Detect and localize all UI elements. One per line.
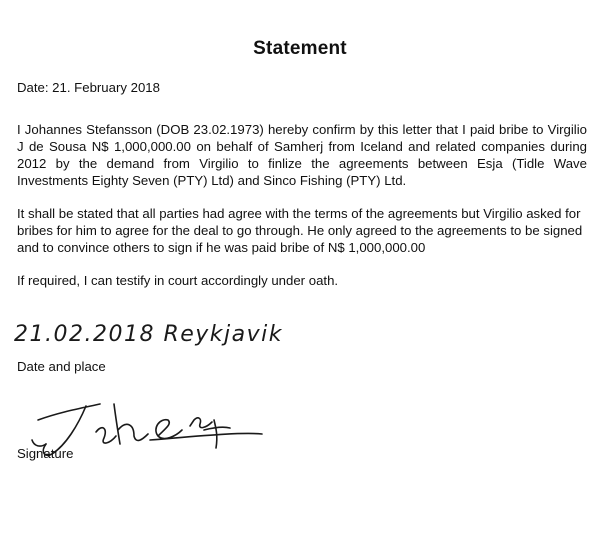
document-title: Statement	[253, 38, 347, 59]
handwritten-date-place: 21.02.2018 Reykjavik	[14, 322, 284, 347]
signature-label: Signature	[17, 446, 74, 461]
date-place-label: Date and place	[17, 359, 106, 374]
paragraph-terms: It shall be stated that all parties had agree with the terms of the agreements but Virgilio asked for bribes for him to agree for the deal to go through. He only agreed to the agreements to be signed and to convince others to sign if he was paid bribe of N$ 1,000,000.00	[17, 206, 583, 255]
paragraph-confirmation: I Johannes Stefansson (DOB 23.02.1973) hereby confirm by this letter that I paid bribe to Virgilio J de Sousa N$ 1,000,000.00 on behalf of Samherj from Iceland and related companies during 2012 by the demand from Virgilio to finlize the agreements between Esja (Tidle Wave Investments Eighty Seven (PTY) Ltd) and Sinco Fishing (PTY) Ltd.	[17, 122, 587, 188]
paragraph-testify: If required, I can testify in court accordingly under oath.	[17, 273, 339, 288]
date-line: Date: 21. February 2018	[17, 80, 160, 95]
